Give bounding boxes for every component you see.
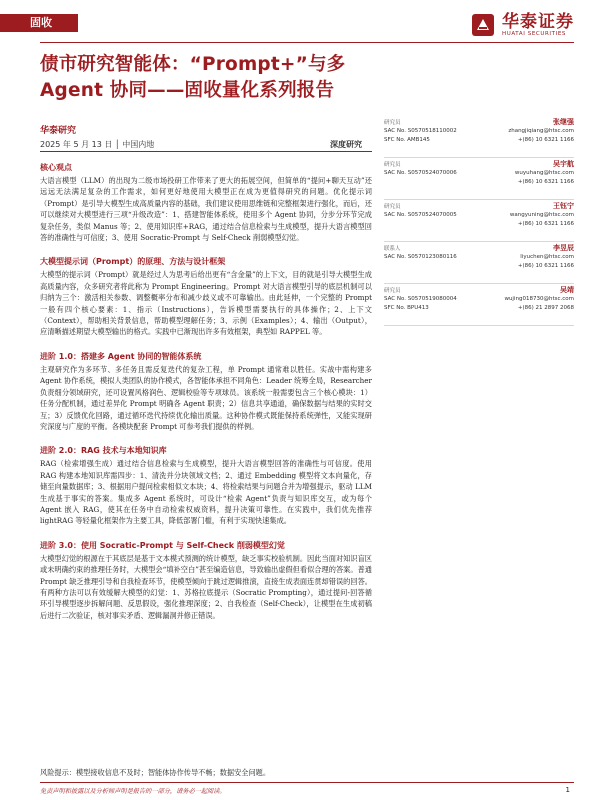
analyst-email[interactable]: wujing018730@htsc.com [504,296,574,302]
analyst-card [384,284,574,326]
analyst-email[interactable]: zhangjiqiang@htsc.com [508,128,574,134]
section-paragraph: 大语言模型（LLM）的出现为二级市场投研工作带来了更大的拓展空间，但简单的“提问+聊天互动”还远远无法满足复杂的工作需求，如何更好地使用大模型正在成为更值得研究的问题。优化提示词（Prompt）是引导大模型生成高质量内容的基础，我们建议使用思维链和完整框架进行强化，而后，还可以继续对大模型进行三项“升级改造”：1、搭建智能体系统，使用多个 Agent 协同，分步分环节完成复杂任务，类似 Manus 等；2、使用知识库+RAG，通过结合信息检索与生成模型，提升大语言模型回答的准确性与可信度；3、使用 Socratic-Prompt 与 Self-Check 削弱模型幻觉。 [40,176,372,243]
analyst-card [384,200,574,242]
analyst-phone: +(86) 10 6321 1166 [517,221,574,227]
analyst-card [384,242,574,284]
section-paragraph: 大模型的提示词（Prompt）就是经过人为思考后给出更有“含金量”的上下文，目的就是引导大模型生成高质量内容，众多研究者将此称为 Prompt Engineering。Prompt 对大语言模型引导的底层机制可以归纳为三个：激活相关参数、调整概率分布和减少歧义或不可靠输出。由此延伸，一个完整的 Prompt 一般有四个核心要素：1、指示（Instructions），告诉模型需要执行的具体操作；2、上下文（Context），帮助相关背景信息，帮助模型理解任务；3、示例（Examples）；4、输出（Output），应清晰描述期望大模型输出的格式。实践中已渐现出许多有效框架，典型如 RAPPEL 等。 [40,270,372,337]
huatai-logo-icon [470,12,496,38]
analyst-role: 研究员 [384,120,401,126]
analyst-phone: +(86) 10 6321 1166 [517,137,574,143]
analyst-name: 王钰宁 [553,202,574,210]
section-heading: 进阶 3.0：使用 Socratic-Prompt 与 Self-Check 削弱模型幻觉 [40,540,285,550]
page-number: 1 [565,786,570,794]
analyst-email[interactable]: wuyuhang@htsc.com [514,170,574,176]
analyst-sac: SAC No. S0570524070005 [384,212,457,218]
report-title-line-2: Agent 协同——固收量化系列报告 [40,80,335,101]
analyst-name: 张继强 [553,118,574,126]
footer-divider [40,782,574,783]
analyst-sac: SAC No. S0570519080004 [384,296,457,302]
report-title [40,52,560,104]
analyst-sac: SAC No. S0570123080116 [384,254,457,260]
page-header [0,0,600,46]
analyst-sfc: SFC No. BPU413 [384,305,429,311]
section-advanced-1 [40,351,372,432]
analyst-email[interactable]: liyuchen@htsc.com [520,254,574,260]
disclaimer-text: 免责声明和披露以及分析师声明是报告的一部分，请务必一起阅读。 [40,788,226,795]
analyst-sfc: SFC No. AMB145 [384,137,430,143]
report-title-line-1: 债市研究智能体：“Prompt+”与多 [40,54,346,75]
section-heading: 进阶 2.0：RAG 技术与本地知识库 [40,446,167,456]
analyst-email[interactable]: wangyuning@htsc.com [509,212,574,218]
analyst-phone: +(86) 10 6321 1166 [517,179,574,185]
section-paragraph: 大模型幻觉的根源在于其底层是基于文本模式预测的统计模型，缺乏事实校验机制。因此当面对知识盲区或未明确约束的推理任务时，大模型会“填补空白”甚至编造信息，导致输出虚假但看似合理的答案。普通 Prompt 缺乏推理引导和自我检查环节，使模型倾向于跳过逻辑推演，直接生成表面连贯却错误的回答。有两种方法可以有效缓解大模型的幻觉：1、苏格拉底提示（Socratic Prompting），通过提问-回答循环引导模型逐步拆解问题、反思假设，强化推理深度；2、自我检查（Self-Check），让模型在生成初稿后进行二次验证，核对事实矛盾、逻辑漏洞并修正错误。 [40,553,372,620]
analyst-list [384,116,574,326]
analyst-card [384,116,574,158]
analyst-card [384,158,574,200]
section-core-views [40,162,372,243]
analyst-role: 联系人 [384,246,401,252]
analyst-sac: SAC No. S0570524070006 [384,170,457,176]
report-type: 深度研究 [330,140,362,149]
section-heading: 核心观点 [40,163,72,172]
analyst-role: 研究员 [384,162,401,168]
analyst-role: 研究员 [384,204,401,210]
report-date: 2025 年 5 月 13 日 │ 中国内地 [40,140,155,149]
report-body [40,162,372,634]
logo-name-en: HUATAI SECURITIES [502,31,566,37]
section-advanced-2 [40,445,372,526]
section-tag: 固收 [0,14,78,32]
analyst-name: 吴靖 [560,286,574,294]
header-divider [40,42,574,43]
logo-name-cn: 华泰证券 [502,12,574,32]
research-label: 华泰研究 [40,126,77,136]
section-advanced-3 [40,540,372,621]
analyst-role: 研究员 [384,288,401,294]
analyst-phone: +(86) 21 2897 2068 [517,305,574,311]
section-paragraph: 主观研究作为多环节、多任务且需反复迭代的复杂工程，单 Prompt 通常难以胜任。实战中需构建多 Agent 协作系统，模拟人类团队的协作模式，各智能体承担不同角色：Leader 统筹全局，Researcher 负责细分领域研究，还可设置风格润色、逻辑校验等专项球员。该系统一般需要包含三个核心模块：1）任务分配机制，通过差异化 Prompt 明确各 Agent 职责；2）信息共享通道，确保数据与结果的实时交互；3）反馈优化回路，通过循环迭代持续优化输出质量。这种协作模式既能保持系统弹性，又能实现研究深度与广度的平衡。各模块配套 Prompt 可参考我们提供的样例。 [40,364,372,431]
section-paragraph: RAG（检索增强生成）通过结合信息检索与生成模型，提升大语言模型回答的准确性与可信度。使用 RAG 构建本地知识库需四步：1、清洗并分块领域文档；2、通过 Embedding 模型将文本向量化，存储至向量数据库；3、根据用户提问检索相似文本块；4、将检索结果与问题合并为增强提示，驱动 LLM 生成基于事实的答案。集成多 Agent 系统时，可设计“检索 Agent”负责与知识库交互，或为每个 Agent 嵌入 RAG，使其在任务中自动检索权威资料，提升决策可靠性。在实践中，我们优先推荐 lightRAG 等轻量化框架作为主要工具，降低部署门槛，有利于实现快速集成。 [40,459,372,526]
risk-warning: 风险提示：模型接收信息不及时；智能体协作传导不畅；数据安全问题。 [40,768,271,777]
brand-logo [470,10,574,40]
section-heading: 进阶 1.0：搭建多 Agent 协同的智能体系统 [40,351,202,361]
meta-divider [40,151,372,152]
section-heading: 大模型提示词（Prompt）的原理、方法与设计框架 [40,257,226,267]
section-prompt-principles [40,256,372,337]
analyst-sac: SAC No. S0570518110002 [384,128,457,134]
analyst-name: 李昱辰 [553,244,574,252]
analyst-name: 吴宇航 [553,160,574,168]
analyst-phone: +(86) 10 6321 1166 [517,263,574,269]
